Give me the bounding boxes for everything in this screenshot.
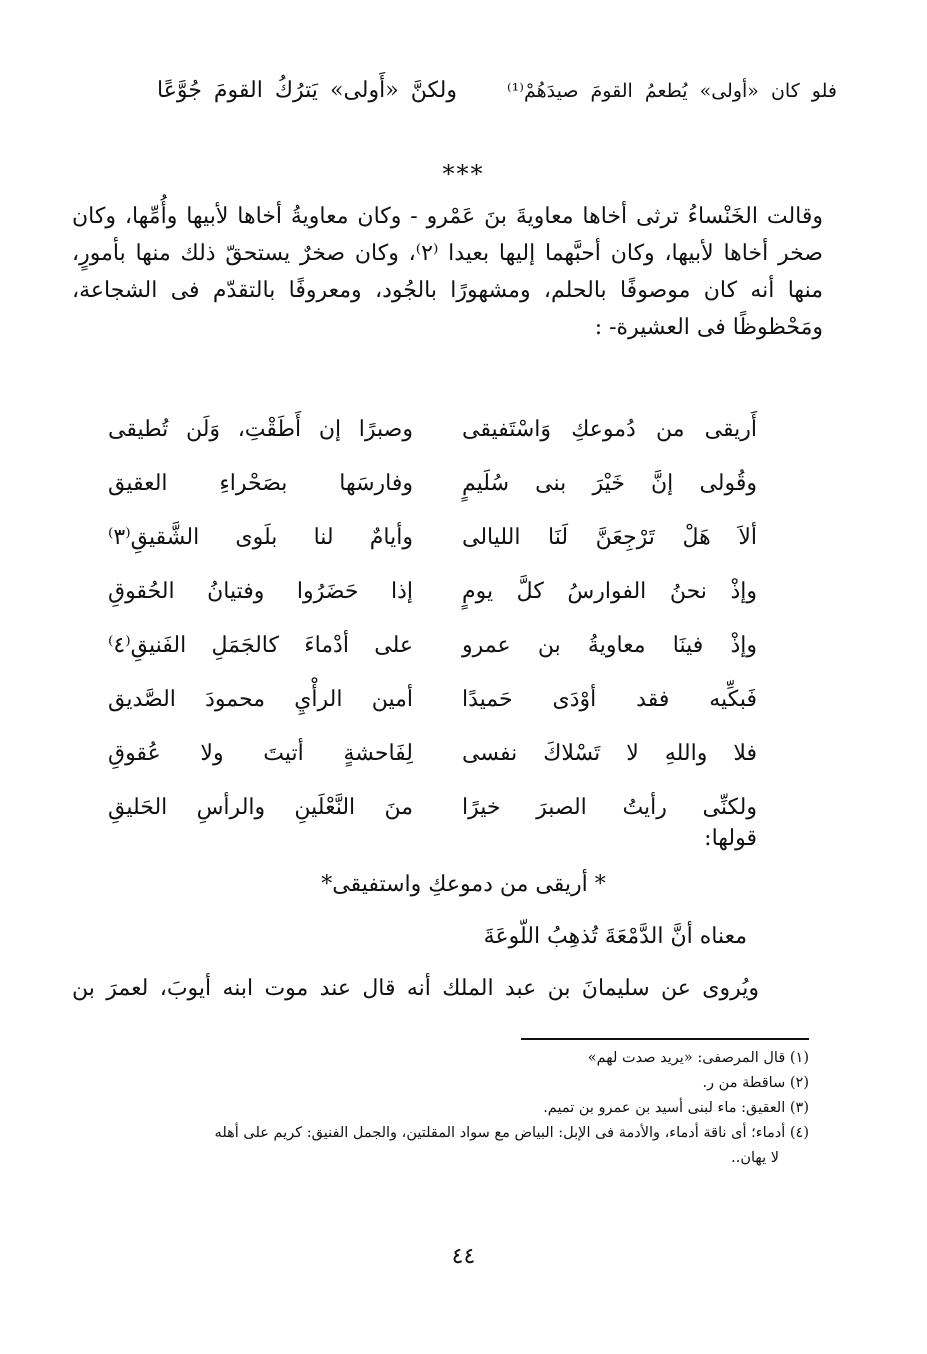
intro-paragraph: وقالت الخَنْساءُ ترثى أخاها معاويةَ بنَ عَمْرو - وكان معاويةُ أخاها لأبيها وأُمِّها، وكان صخر أخاها لأبيها، وكان أحبَّهما إليها بعيدا ⁽٢⁾، وكان صخرٌ يستحقّ ذلك منها بأمورٍ، منها أنه كان موصوفًا بالحلم، ومشهورًا بالجُود، ومعروفًا بالتقدّم فى الشجاعة، ومَحْظوظًا فى العشيرة- : [72, 204, 823, 340]
poem-second-hemistich: وصبرًا إن أَطَقْتِ، وَلَن تُطيقى [108, 416, 413, 442]
poem-line [108, 564, 757, 618]
page-number: ٤٤ [451, 1244, 476, 1269]
footnote: (٣) العقيق: ماء لبنى أسيد بن عمرو بن تميم. [543, 1100, 809, 1116]
poem-line [108, 510, 757, 564]
poem-first-hemistich: فَبكِّيه فقد أوْدَى حَميدًا [462, 686, 757, 712]
poem-line [108, 456, 757, 510]
poem-first-hemistich: وإذْ نحنُ الفوارسُ كلَّ يومٍ [462, 578, 757, 604]
poem-first-hemistich: وقُولى إنَّ خَيْرَ بنى سُلَيمٍ [462, 470, 757, 496]
meaning-line: معناه أنَّ الدَّمْعَةَ تُذهِبُ اللّوعَةَ [483, 924, 747, 949]
poem-line [108, 672, 757, 726]
footnote-continuation: لا يهان.. [731, 1150, 779, 1166]
section-separator: *** [442, 160, 485, 188]
poem-first-hemistich: أَريقى من دُموعكِ وَاسْتَفيقى [462, 416, 757, 442]
poem-line [108, 780, 757, 834]
poem-first-hemistich: فلا واللهِ لا تَسْلاكَ نفسى [462, 740, 757, 766]
top-verse-second-hemistich: ولكنَّ «أَولى» يَترُكُ القومَ جُوَّعًا [157, 78, 457, 103]
commentary-label: قولها: [704, 826, 757, 851]
poem-second-hemistich: أمين الرأْيِ محمودَ الصَّديق [108, 686, 413, 712]
poem-second-hemistich: لِفَاحشةٍ أتيتَ ولا عُقوقِ [108, 740, 413, 766]
footnotes [68, 1046, 809, 1171]
poem-second-hemistich: وأيامٌ لنا بلَوى الشَّقيقِ⁽٣⁾ [108, 524, 413, 550]
poem-line [108, 618, 757, 672]
poem-line [108, 402, 757, 456]
poem-first-hemistich: ألاَ هَلْ تَرْجِعَنَّ لَنَا الليالى [462, 524, 757, 550]
poem-line [108, 726, 757, 780]
footnote: (١) قال المرصفى: «يريد صدت لهم» [587, 1050, 809, 1066]
poem [108, 402, 757, 834]
top-verse [90, 78, 837, 103]
quoted-hemistich: * أريقى من دموعكِ واستفيقى* [321, 872, 606, 897]
poem-second-hemistich: إذا حَضَرُوا وفتيانُ الحُقوقِ [108, 578, 413, 604]
poem-second-hemistich: وفارسَها بصَحْراءِ العقيق [108, 470, 413, 496]
poem-first-hemistich: وإذْ فينَا معاويةُ بن عمرو [462, 632, 757, 658]
footnote-divider [521, 1038, 809, 1040]
footnote: (٢) ساقطة من ر. [702, 1075, 809, 1091]
poem-first-hemistich: ولكنِّى رأيتُ الصبرَ خيرًا [462, 794, 757, 820]
poem-second-hemistich: على أدْماءَ كالجَمَلِ الفَنيقِ⁽٤⁾ [108, 632, 413, 658]
footnote: (٤) أدماء؛ أى ناقة أدماء، والأدمة فى الإبل: البياض مع سواد المقلتين، والجمل الفنيق: كريم على أهله [214, 1125, 809, 1141]
top-verse-first-hemistich: فلو كان «أولى» يُطعمُ القومَ صيدَهُمْ⁽¹⁾ [507, 80, 837, 102]
continuing-text: ويُروى عن سليمانَ بن عبد الملك أنه قال عند موت ابنه أيوبَ، لعمرَ بن [72, 976, 759, 1001]
poem-second-hemistich: منَ النَّعْلَينِ والرأسِ الحَليقِ [108, 794, 413, 820]
